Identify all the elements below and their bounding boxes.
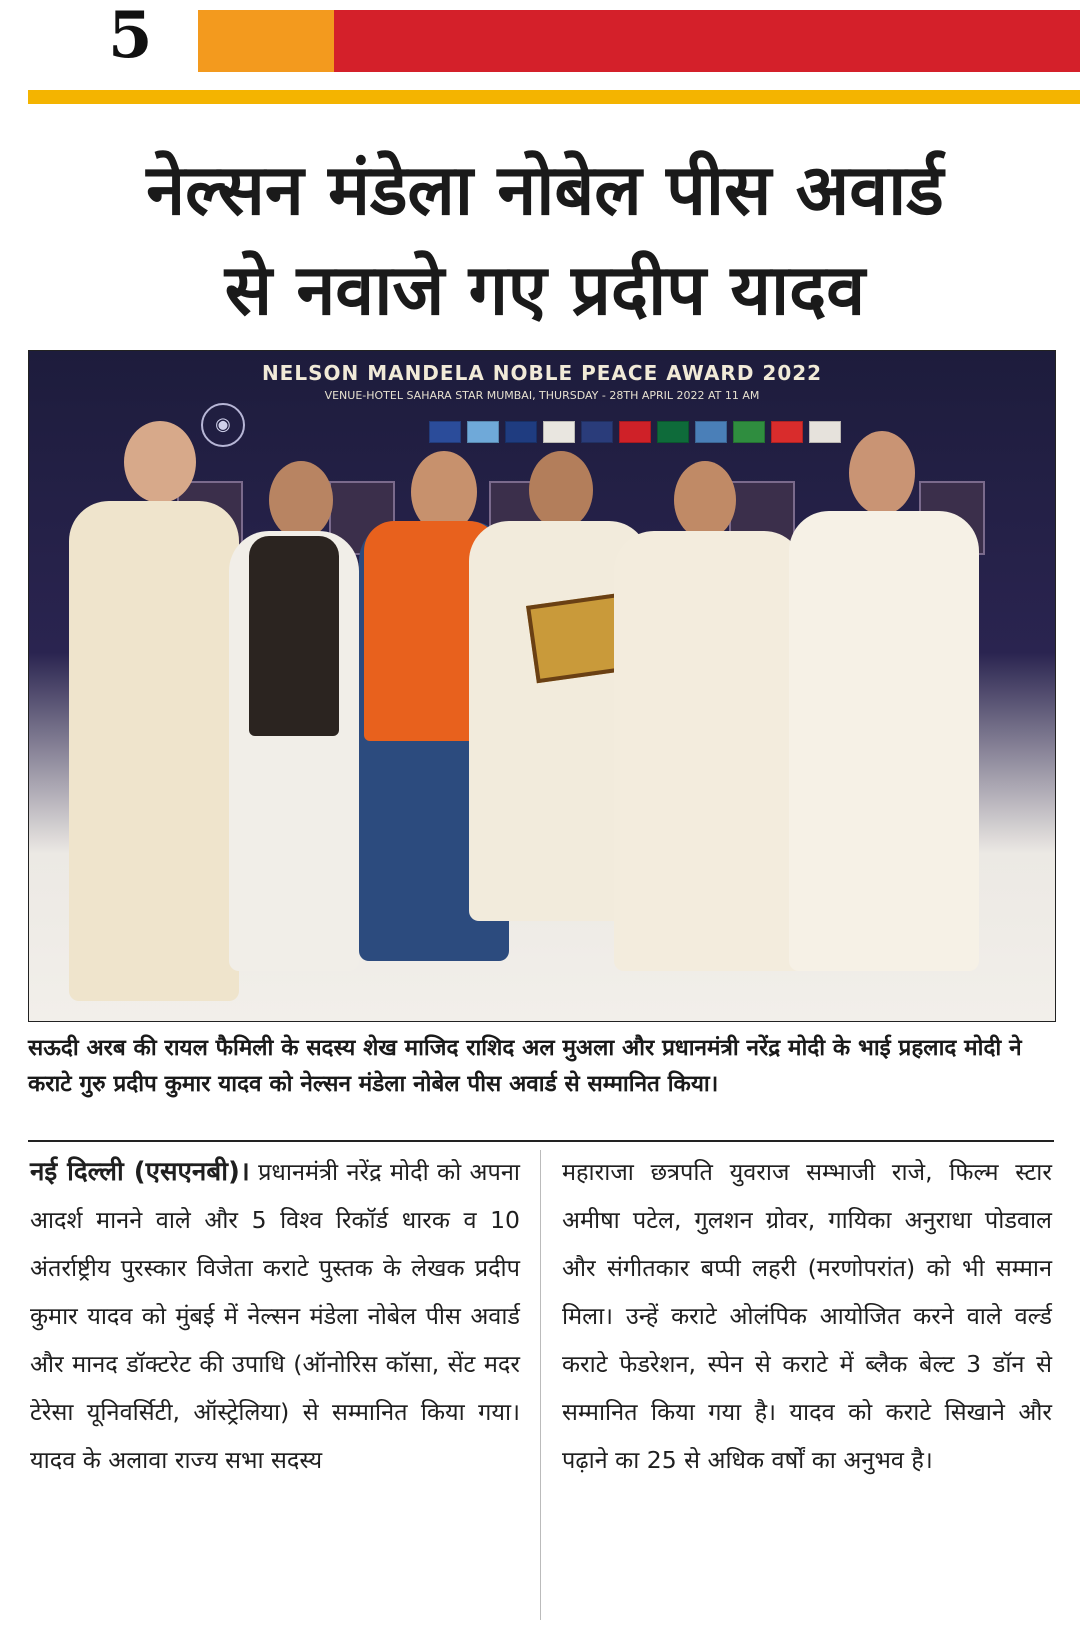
- page-number: 5: [108, 0, 153, 73]
- flag-icon: [467, 421, 499, 443]
- flag-icon: [505, 421, 537, 443]
- flag-icon: [619, 421, 651, 443]
- article-column-2: [562, 1148, 1052, 1484]
- article-text-1: प्रधानमंत्री नरेंद्र मोदी को अपना आदर्श मानने वाले और 5 विश्व रिकॉर्ड धारक व 10 अंतर्राष्ट्रीय पुरस्कार विजेता कराटे पुस्तक के लेखक प्रदीप कुमार यादव को मुंबई में नेल्सन मंडेला नोबेल पीस अवार्ड और मानद डॉक्टरेट की उपाधि (ऑनोरिस कॉसा, सेंट मदर टेरेसा यूनिवर्सिटी, ऑस्ट्रेलिया) से सम्मानित किया गया। यादव के अलावा राज्य सभा सदस्य: [30, 1158, 520, 1474]
- article-column-1: [30, 1148, 520, 1484]
- flag-row: [429, 421, 847, 447]
- news-photo: [28, 350, 1056, 1022]
- photo-banner-title: NELSON MANDELA NOBLE PEACE AWARD 2022: [261, 361, 823, 385]
- headline-line-1: नेल्सन मंडेला नोबेल पीस अवार्ड: [146, 149, 944, 231]
- header-rule: [28, 90, 1080, 104]
- logo-icon: ◉: [201, 403, 245, 447]
- flag-icon: [733, 421, 765, 443]
- caption-rule: [28, 1140, 1054, 1142]
- flag-icon: [581, 421, 613, 443]
- header-bar-orange: [198, 10, 334, 72]
- headline: [40, 140, 1050, 340]
- flag-icon: [695, 421, 727, 443]
- flag-icon: [771, 421, 803, 443]
- flag-icon: [429, 421, 461, 443]
- headline-line-2: से नवाजे गए प्रदीप यादव: [224, 249, 866, 331]
- photo-banner-subtitle: VENUE-HOTEL SAHARA STAR MUMBAI, THURSDAY - 28TH APRIL 2022 AT 11 AM: [324, 389, 760, 402]
- article-text-2: महाराजा छत्रपति युवराज सम्भाजी राजे, फिल्म स्टार अमीषा पटेल, गुलशन ग्रोवर, गायिका अनुराधा पोडवाल और संगीतकार बप्पी लहरी (मरणोपरांत) को भी सम्मान मिला। उन्हें कराटे ओलंपिक आयोजित करने वाले वर्ल्ड कराटे फेडरेशन, स्पेन से कराटे में ब्लैक बेल्ट 3 डॉन से सम्मानित किया गया है। यादव को कराटे सिखाने और पढ़ाने का 25 से अधिक वर्षों का अनुभव है।: [562, 1158, 1052, 1474]
- flag-icon: [809, 421, 841, 443]
- photo-caption: सऊदी अरब की रायल फैमिली के सदस्य शेख माजिद राशिद अल मुअला और प्रधानमंत्री नरेंद्र मोदी के भाई प्रहलाद मोदी ने कराटे गुरु प्रदीप कुमार यादव को नेल्सन मंडेला नोबेल पीस अवार्ड से सम्मानित किया।: [28, 1035, 1022, 1097]
- column-divider: [540, 1150, 541, 1620]
- article-dateline: नई दिल्ली (एसएनबी)।: [30, 1157, 250, 1187]
- flag-icon: [543, 421, 575, 443]
- flag-icon: [657, 421, 689, 443]
- header-bar-red: [334, 10, 1080, 72]
